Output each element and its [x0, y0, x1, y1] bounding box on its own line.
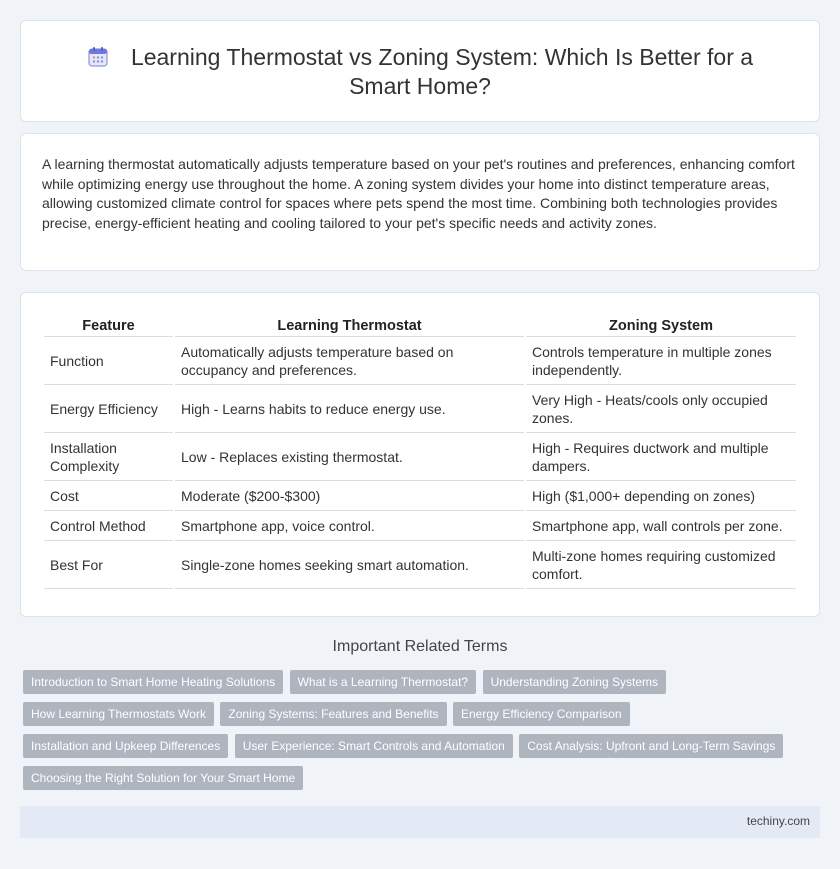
related-term-tag[interactable]: Installation and Upkeep Differences: [23, 734, 228, 758]
related-term-tag[interactable]: Energy Efficiency Comparison: [453, 702, 630, 726]
header-learning-thermostat: Learning Thermostat: [175, 316, 524, 337]
table-row: [44, 385, 796, 433]
related-term-tag[interactable]: Choosing the Right Solution for Your Smart Home: [23, 766, 303, 790]
intro-card: [20, 133, 820, 271]
table-row: [44, 511, 796, 541]
footer: [20, 806, 820, 838]
table-cell: Best For: [44, 541, 173, 589]
table-cell: Control Method: [44, 511, 173, 541]
related-terms-title: Important Related Terms: [332, 638, 508, 655]
comparison-table: [42, 316, 798, 589]
table-row: [44, 481, 796, 511]
table-cell: Smartphone app, wall controls per zone.: [526, 511, 796, 541]
table-header-row: [44, 316, 796, 337]
header-zoning-system: Zoning System: [526, 316, 796, 337]
table-cell: Moderate ($200-$300): [175, 481, 524, 511]
table-cell: High - Requires ductwork and multiple dampers.: [526, 433, 796, 481]
table-cell: Energy Efficiency: [44, 385, 173, 433]
comparison-card: [20, 292, 820, 617]
header-feature: Feature: [44, 316, 173, 337]
table-cell: Low - Replaces existing thermostat.: [175, 433, 524, 481]
page-title: [21, 43, 819, 101]
table-row: [44, 433, 796, 481]
table-cell: High ($1,000+ depending on zones): [526, 481, 796, 511]
related-term-tag[interactable]: Zoning Systems: Features and Benefits: [220, 702, 446, 726]
related-term-tag[interactable]: What is a Learning Thermostat?: [290, 670, 477, 694]
table-cell: Smartphone app, voice control.: [175, 511, 524, 541]
table-cell: Controls temperature in multiple zones independently.: [526, 337, 796, 385]
related-term-tag[interactable]: How Learning Thermostats Work: [23, 702, 214, 726]
intro-text: A learning thermostat automatically adjusts temperature based on your pet's routines and preferences, enhancing comfort while optimizing energy use throughout the home. A zoning system divides your home into distinct temperature areas, allowing customized climate control for spaces where pets spend the most time. Combining both technologies provides precise, energy-efficient heating and cooling tailored to your pet's specific needs and activity zones.: [42, 156, 795, 231]
table-cell: High - Learns habits to reduce energy use.: [175, 385, 524, 433]
related-term-tag[interactable]: Introduction to Smart Home Heating Solutions: [23, 670, 283, 694]
table-cell: Installation Complexity: [44, 433, 173, 481]
table-row: [44, 337, 796, 385]
table-cell: Cost: [44, 481, 173, 511]
table-cell: Very High - Heats/cools only occupied zones.: [526, 385, 796, 433]
header-card: [20, 20, 820, 122]
footer-site-link[interactable]: techiny.com: [746, 814, 810, 828]
related-term-tag[interactable]: User Experience: Smart Controls and Automation: [235, 734, 513, 758]
table-cell: Multi-zone homes requiring customized comfort.: [526, 541, 796, 589]
related-term-tag[interactable]: Cost Analysis: Upfront and Long-Term Savings: [519, 734, 783, 758]
table-cell: Automatically adjusts temperature based on occupancy and preferences.: [175, 337, 524, 385]
table-cell: Single-zone homes seeking smart automation.: [175, 541, 524, 589]
related-terms-list: [23, 670, 823, 798]
page-title-text: Learning Thermostat vs Zoning System: Which Is Better for a Smart Home?: [130, 44, 754, 99]
table-cell: Function: [44, 337, 173, 385]
table-row: [44, 541, 796, 589]
related-term-tag[interactable]: Understanding Zoning Systems: [483, 670, 666, 694]
calendar-icon: [87, 46, 109, 68]
